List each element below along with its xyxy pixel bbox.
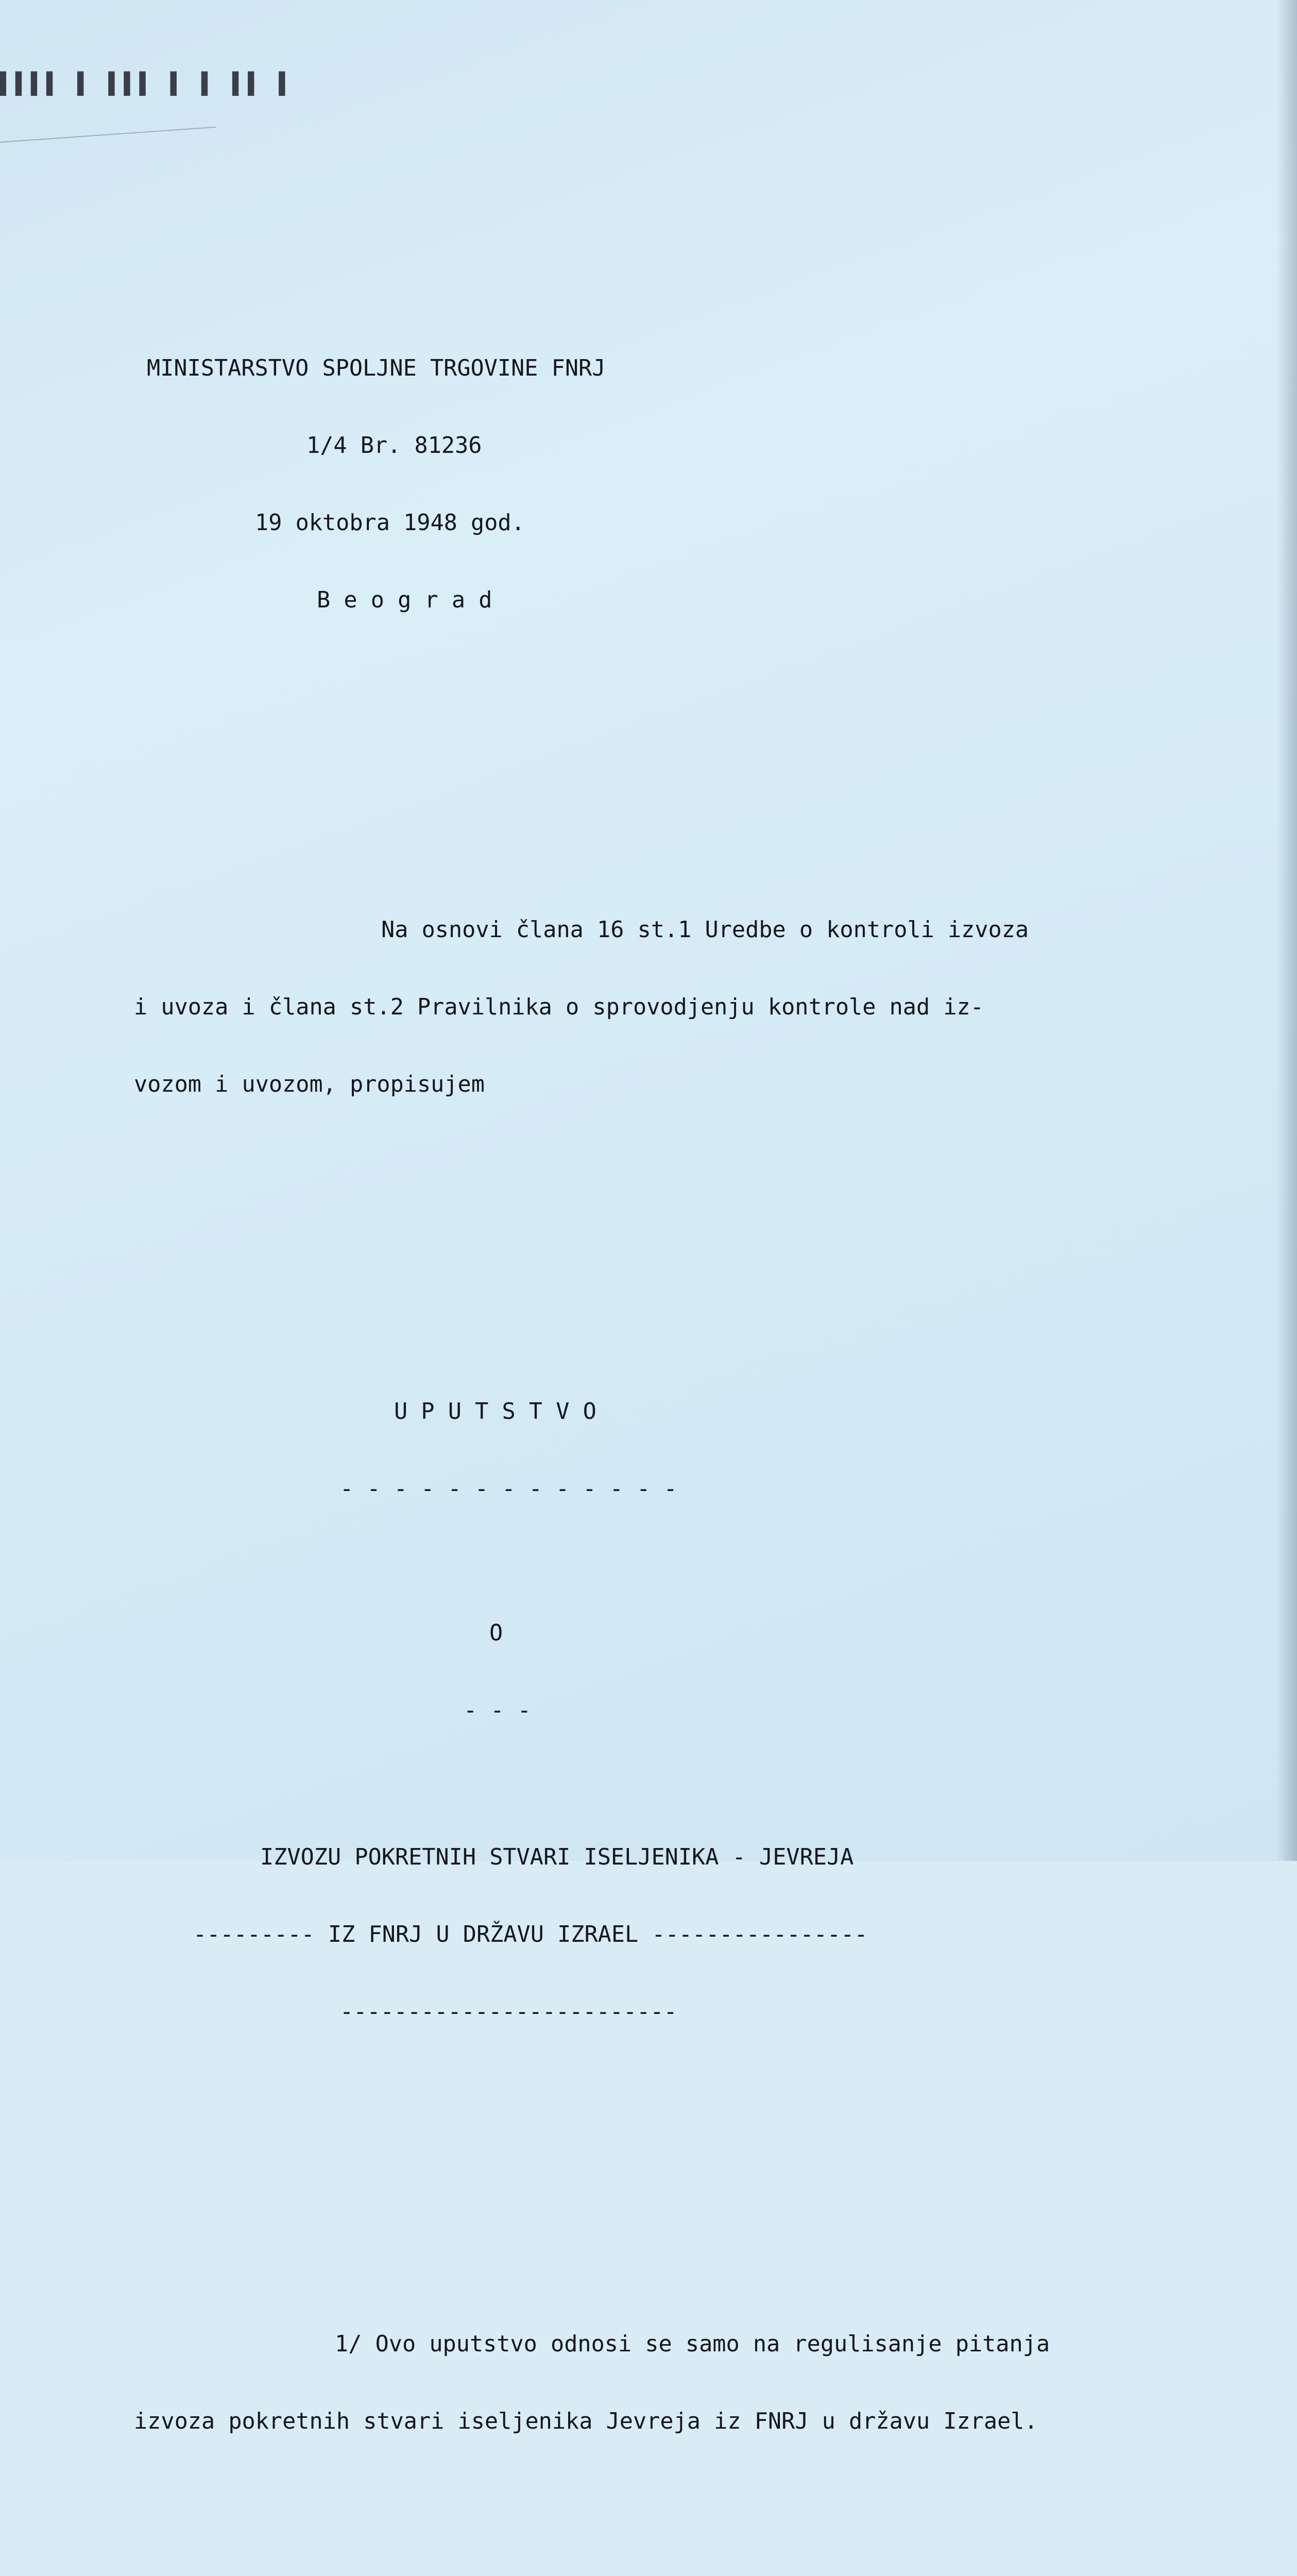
section-line: 1/ Ovo uputstvo odnosi se samo na regulisanje pitanja [335,2331,1050,2357]
document-title [134,1347,1205,2076]
title-subject-line2: --------- IZ FNRJ U DRŽAVU IZRAEL ---------------- [193,1922,868,1947]
title-rule: - - - - - - - - - - - - - [340,1476,677,1502]
document-city: B e o g r a d [317,587,492,613]
preamble-line: Na osnovi člana 16 st.1 Uredbe o kontroli izvoza [381,917,1029,943]
title-connector-rule: - - - [464,1698,531,1723]
section-1 [134,2280,1205,2486]
document-body [134,227,1205,2576]
title-connector: O [489,1620,503,1646]
title-subject-line1: IZVOZU POKRETNIH STVARI ISELJENIKA - JEVREJA [260,1844,854,1870]
document-date: 19 oktobra 1948 god. [255,510,525,536]
fold-line [0,127,216,143]
preamble-line: i uvoza i člana st.2 Pravilnika o sprovodjenju kontrole nad iz- [134,994,984,1020]
document-number: 1/4 Br. 81236 [306,433,482,459]
punch-marks: ▌▌▌▌ ▌ ▌▌▌ ▌ ▌ ▌▌ ▌ [0,72,295,96]
section-line: izvoza pokretnih stvari iseljenika Jevreja iz FNRJ u državu Izrael. [134,2409,1038,2434]
ministry-name: MINISTARSTVO SPOLJNE TRGOVINE FNRJ [147,355,606,381]
title-main: U P U T S T V O [394,1399,596,1425]
preamble-line: vozom i uvozom, propisujem [134,1072,485,1097]
page-edge-shadow [1276,0,1297,1861]
letterhead [134,304,1205,665]
title-subject-rule: ------------------------- [340,1999,677,2025]
preamble [134,866,1205,1149]
